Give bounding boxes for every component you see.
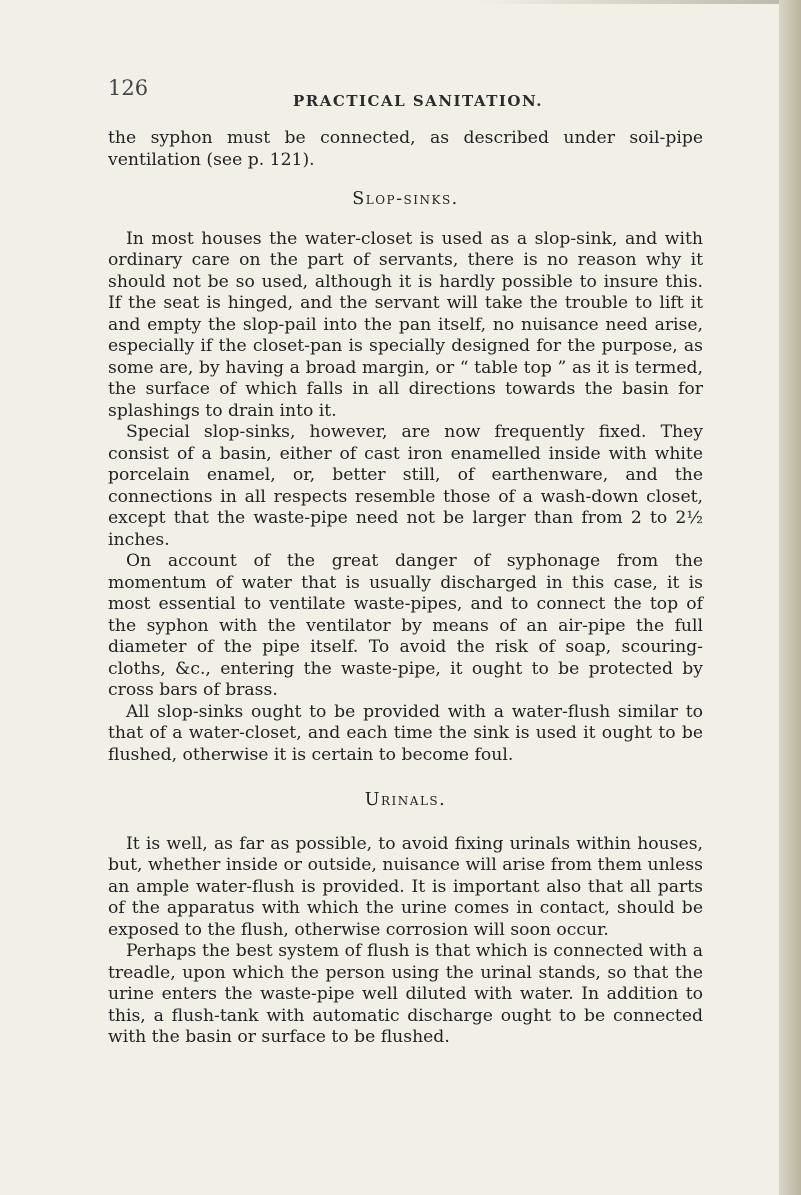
page-number: 126 bbox=[108, 76, 149, 100]
section-title-urinals: Urinals. bbox=[364, 790, 447, 810]
paragraph-intro: the syphon must be connected, as described under soil-pipe ventilation (see p. 121). bbox=[108, 128, 703, 170]
paragraph: In most houses the water-closet is used as a slop-sink, and with ordinary care on the part of servants, there is no reason why it should not be so used, although it is hardly possible to insure this. If the seat is hinged, and the servant will take the trouble to lift it and empty the slop-pail into the pan itself, no nuisance need arise, especially if the closet-pan is specially designed for the purpose, as some are, by having a broad margin, or “ table top ” as it is termed, the surface of which falls in all directions towards the basin for splashings to drain into it. bbox=[108, 228, 703, 421]
body-text bbox=[108, 128, 703, 1049]
page-edge-top bbox=[480, 0, 801, 4]
paragraph: Perhaps the best system of flush is that which is connected with a treadle, upon which the person using the urinal stands, so that the urine enters the waste-pipe well diluted with water. In addition to this, a flush-tank with automatic discharge ought to be connected with the basin or surface to be flushed. bbox=[108, 941, 703, 1047]
running-head: PRACTICAL SANITATION. bbox=[293, 92, 543, 110]
paragraph: All slop-sinks ought to be provided with a water-flush similar to that of a water-closet, and each time the sink is used it ought to be flushed, otherwise it is certain to become foul. bbox=[108, 701, 703, 765]
section-title-slop-sinks: Slop-sinks. bbox=[352, 189, 459, 209]
paragraph: It is well, as far as possible, to avoid fixing urinals within houses, but, whether inside or outside, nuisance will arise from them unless an ample water-flush is provided. It is important also that all parts of the apparatus with which the urine comes in contact, should be exposed to the flush, otherwise corrosion will soon occur. bbox=[108, 833, 703, 940]
paragraph: Special slop-sinks, however, are now frequently fixed. They consist of a basin, either of cast iron enamelled inside with white porcelain enamel, or, better still, of earthenware, and the connections in all respects resemble those of a wash-down closet, except that the waste-pipe need not be larger than from 2 to 2½ inches. bbox=[108, 422, 703, 550]
page-edge bbox=[779, 0, 801, 1195]
paragraph: On account of the great danger of syphonage from the momentum of water that is usually discharged in this case, it is most essential to ventilate waste-pipes, and to connect the top of the syphon with the ventilator by means of an air-pipe the full diameter of the pipe itself. To avoid the risk of soap, scouring-cloths, &c., entering the waste-pipe, it ought to be protected by cross bars of brass. bbox=[108, 551, 703, 700]
